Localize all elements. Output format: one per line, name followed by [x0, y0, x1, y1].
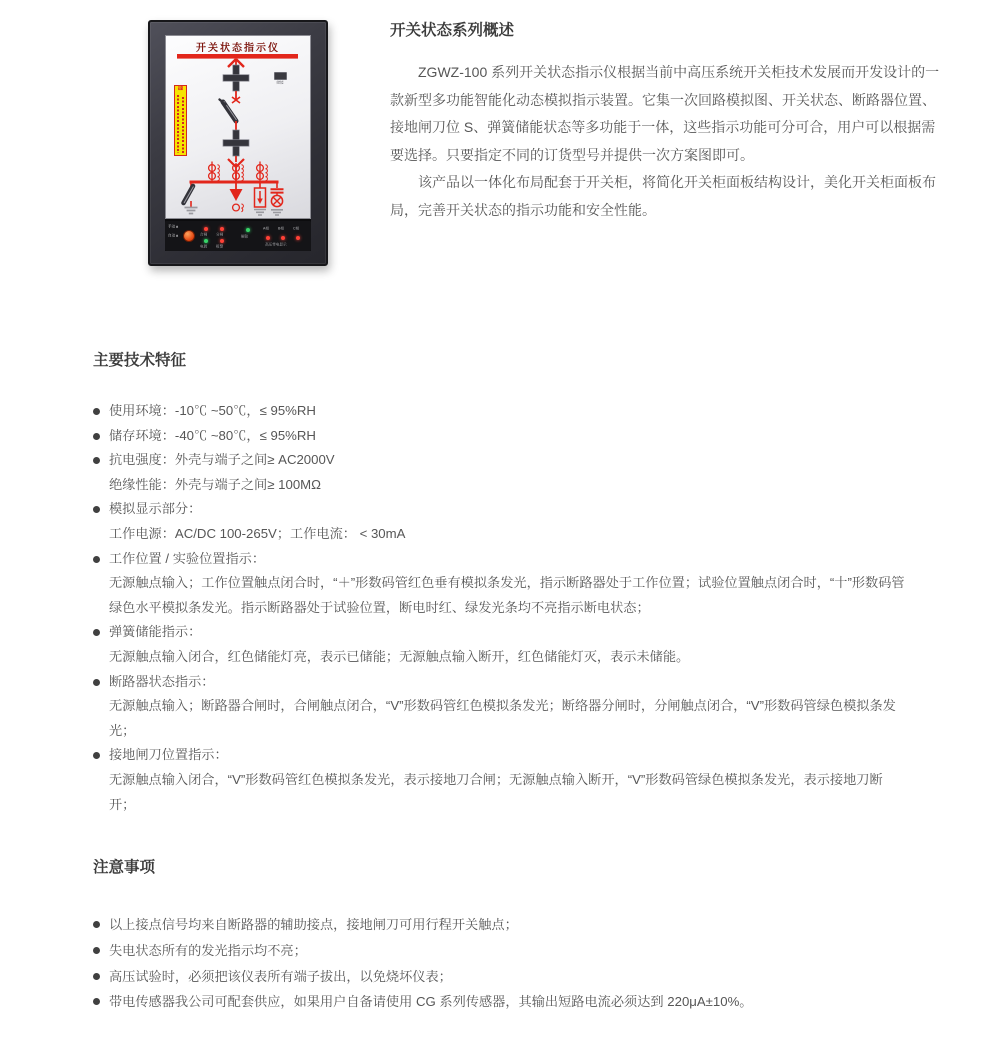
breaker-position-cross-2 [223, 130, 249, 156]
current-transformers [209, 162, 268, 183]
feature-item-text [109, 448, 907, 497]
down-arrow-icon [230, 189, 243, 201]
distribution-bar [190, 181, 279, 184]
ground-icon [254, 210, 266, 216]
device-panel [165, 35, 311, 219]
feature-item-text [109, 670, 907, 744]
ground-icon [271, 210, 283, 215]
note-item [93, 912, 957, 938]
panel-title: 开关状态指示仪 [196, 43, 280, 54]
led-label: 高压带电显示 [265, 242, 287, 247]
green-led-icon [204, 239, 208, 243]
overview-title: 开关状态系列概述 [390, 22, 515, 39]
features-section [93, 348, 907, 817]
earthing-switch-branch [184, 183, 198, 214]
bullet-icon [93, 506, 100, 513]
test-button[interactable] [183, 230, 195, 242]
red-led-icon [204, 227, 208, 231]
text-line: 绝缘性能：外壳与端子之间≥ 100MΩ [109, 476, 321, 492]
bullet-icon [93, 433, 100, 440]
text-line: 无源触点输入闭合，“V”形数码管红色模拟条发光，表示接地刀合闸；无源触点输入断开，“V”形数码管绿色模拟条发光，表示接地刀断开； [109, 771, 883, 812]
red-led-icon [220, 239, 224, 243]
breaker-position-cross-1 [223, 65, 249, 91]
feature-item-text [109, 497, 907, 546]
feature-item-text [109, 620, 907, 669]
feature-item [93, 620, 907, 669]
features-list [93, 399, 907, 817]
circuit-diagram [166, 49, 312, 217]
product-image [148, 20, 328, 266]
red-led-icon [296, 236, 300, 240]
overview-paragraph: ZGWZ-100 系列开关状态指示仪根据当前中高压系统开关柜技术发展而开发设计的一款新型多功能智能化动态模拟指示装置。它集一次回路模拟图、开关状态、断路器位置、接地闸刀位 S、弹簧储能状态等多功能于一体，这些指示功能可分可合，用户可以根据需要选择。只要指定不同的订货型号并提供一次方案图即可。 [390, 64, 940, 163]
text-line: 弹簧储能指示： [109, 624, 202, 640]
warning-title: 警告 [178, 86, 186, 91]
notes-list [93, 912, 957, 1015]
control-strip [165, 221, 311, 251]
bullet-icon [93, 629, 100, 636]
led-label: 分闸 [216, 232, 224, 237]
led-label: 自动▲ [168, 233, 179, 238]
warning-sticker [174, 85, 187, 156]
feature-item [93, 497, 907, 546]
note-item-text [109, 912, 957, 938]
bullet-icon [93, 556, 100, 563]
device-bezel [165, 35, 311, 251]
feature-item-text [109, 547, 907, 621]
bullet-icon [93, 947, 100, 954]
bullet-icon [93, 921, 100, 928]
red-led-icon [220, 227, 224, 231]
text-line: 模拟显示部分： [109, 501, 202, 517]
note-item [93, 938, 957, 964]
overview-paragraphs [390, 59, 942, 224]
bus-bar [177, 54, 298, 59]
text-line: 断路器状态指示： [109, 673, 215, 689]
feature-item [93, 424, 907, 449]
led-label: 电源 [200, 244, 208, 249]
feature-item [93, 448, 907, 497]
overview-paragraph: 该产品以一体化布局配套于开关柜，将简化开关柜面板结构设计，美化开关柜面板布局，完善开关状态的指示功能和安全性能。 [390, 174, 936, 218]
feature-item [93, 743, 907, 817]
overview-section [390, 18, 942, 224]
bullet-icon [93, 752, 100, 759]
led-label: 合闸 [200, 232, 208, 237]
bullet-icon [93, 457, 100, 464]
note-item-text [109, 964, 957, 990]
led-label: 手动▲ [168, 224, 179, 229]
bullet-icon [93, 679, 100, 686]
ground-icon [185, 208, 198, 214]
text-line: 工作位置 / 实验位置指示： [109, 550, 266, 566]
bullet-icon [93, 973, 100, 980]
text-line: 无源触点输入；断路器合闸时，合闸触点闭合，“V”形数码管红色模拟条发光；断络器分闸时，分闸触点闭合，“V”形数码管绿色模拟条发光； [109, 698, 896, 738]
text-line: 使用环境：-10℃ ~50℃，≤ 95%RH [109, 403, 316, 418]
led-label: A相 [263, 226, 270, 231]
note-item-text [109, 989, 957, 1015]
text-line: 无源触点输入闭合，红色储能灯亮，表示已储能；无源触点输入断开，红色储能灯灭，表示未储能。 [109, 648, 690, 664]
text-line: 以上接点信号均来自断路器的辅助接点，接地闸刀可用行程开关触点； [109, 917, 518, 932]
red-led-icon [281, 236, 285, 240]
voltage-transformer-branch [254, 183, 266, 215]
feature-item [93, 670, 907, 744]
isolator-blade-icon [220, 100, 237, 122]
led-label: 报警 [216, 244, 224, 249]
features-title: 主要技术特征 [93, 352, 187, 369]
text-line: 无源触点输入；工作位置触点闭合时，“＋”形数码管红色垂有模拟条发光，指示断路器处于工作位置；试验位置触点闭合时，“十”形数码管绿色水平模拟条发光。指示断路器处于试验位置，断电时红、绿发光条均不亮指示断电状态； [109, 575, 905, 615]
capacitor-icon [271, 189, 284, 192]
feature-item [93, 547, 907, 621]
energy-label: 储能 [276, 80, 284, 85]
notes-section [93, 855, 957, 1015]
note-item-text [109, 938, 957, 964]
feature-item [93, 399, 907, 424]
led-label: 解除 [241, 234, 249, 239]
indicator-lamp-branch [271, 183, 284, 215]
feature-item-text [109, 424, 907, 449]
feature-item-text [109, 743, 907, 817]
green-led-icon [246, 228, 250, 232]
led-label: B相 [278, 226, 285, 231]
led-label: C相 [293, 226, 300, 231]
text-line: 抗电强度：外壳与端子之间≥ AC2000V [109, 452, 335, 468]
text-line: 储存环境：-40℃ ~80℃，≤ 95%RH [109, 427, 316, 443]
note-item [93, 964, 957, 990]
energy-indicator [270, 72, 290, 91]
feature-item-text [109, 399, 907, 424]
red-led-icon [266, 236, 270, 240]
bullet-icon [93, 408, 100, 415]
warning-text-lines [177, 95, 184, 153]
bullet-icon [93, 998, 100, 1005]
text-line: 高压试验时，必须把该仪表所有端子拔出，以免烧坏仪表； [109, 968, 452, 984]
text-line: 失电状态所有的发光指示均不亮； [109, 942, 307, 958]
notes-title: 注意事项 [93, 859, 156, 876]
text-line: 接地闸刀位置指示： [109, 747, 228, 763]
note-item [93, 989, 957, 1015]
text-line: 带电传感器我公司可配套供应，如果用户自备请使用 CG 系列传感器，其输出短路电流必须达到 220μA±10%。 [109, 994, 753, 1010]
text-line: 工作电源：AC/DC 100-265V；工作电流： < 30mA [109, 525, 406, 541]
energy-window [274, 72, 287, 80]
feeder-arrow-branch [230, 167, 244, 212]
